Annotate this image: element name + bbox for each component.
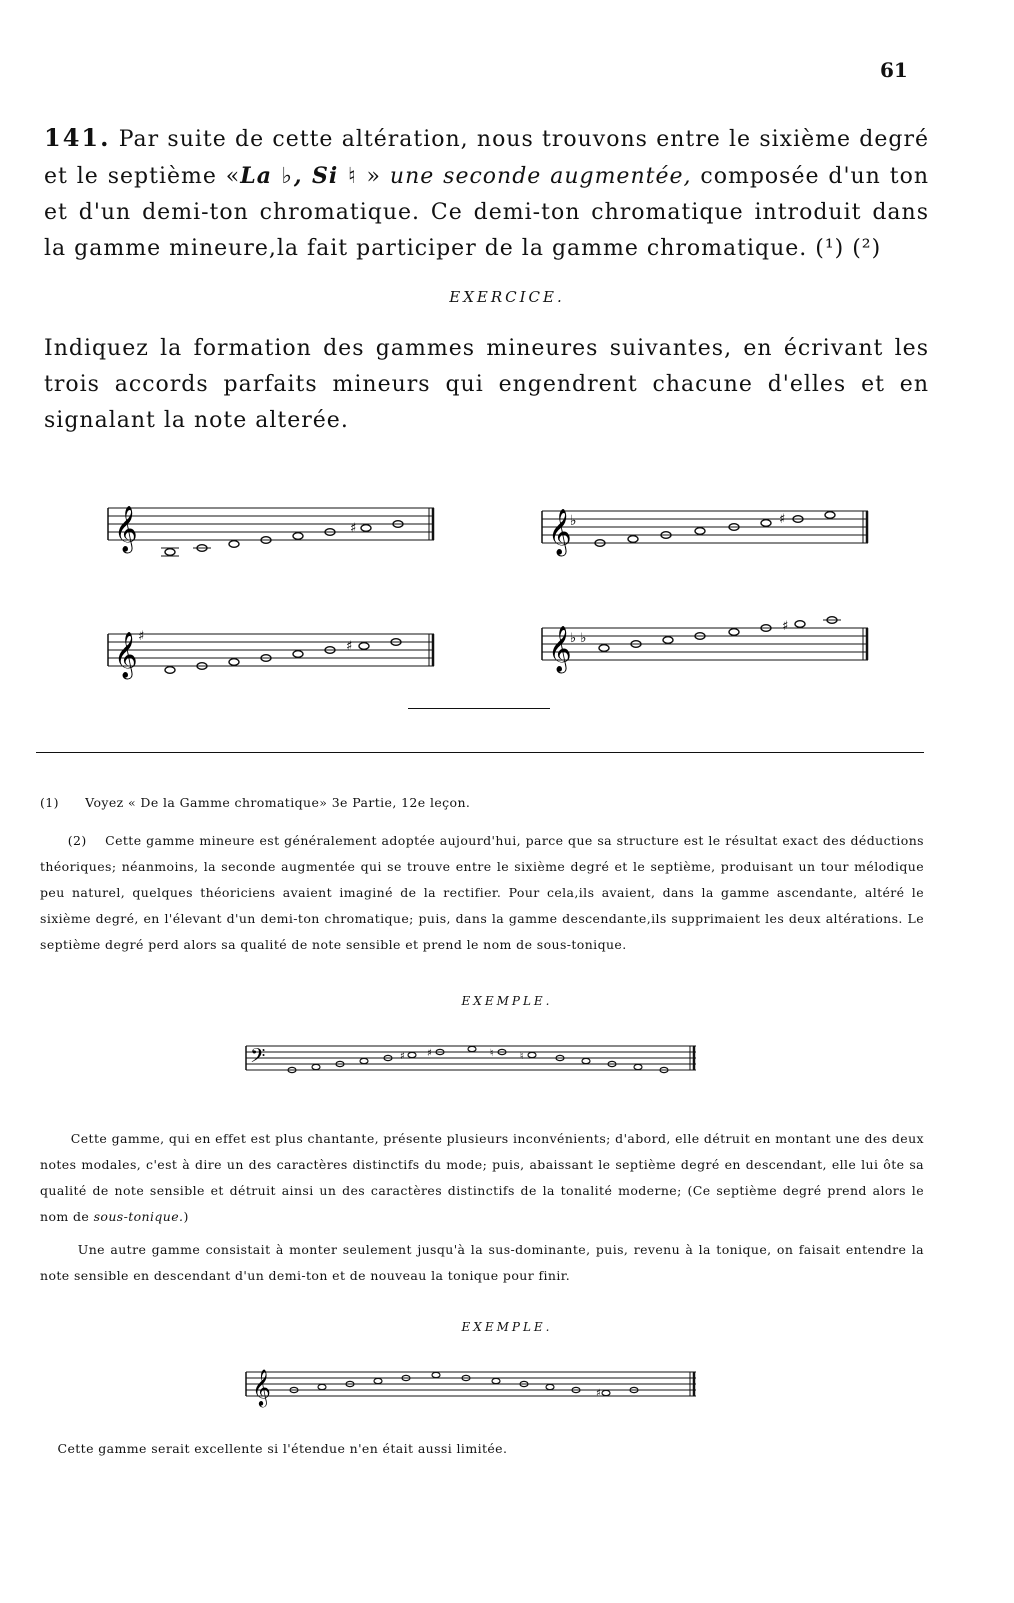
footnote-2-marker: (2): [67, 833, 87, 848]
exemple-1-heading: EXEMPLE.: [461, 994, 553, 1008]
treble-clef-icon: 𝄞: [252, 1368, 271, 1406]
la-si-notes: La ♭, Si ♮: [240, 163, 358, 189]
exercise-text: Indiquez la formation des gammes mineures suivantes, en écrivant les trois accords parfaits mineurs qui engendrent chacune d'elles et en signalant la note alterée.: [44, 336, 929, 433]
bass-clef-icon: 𝄢: [250, 1044, 266, 1072]
paragraph-last: [40, 1436, 924, 1462]
flat-icon: ♭: [570, 513, 577, 529]
staff-example-bass: [244, 1040, 704, 1080]
exercise-heading: EXERCICE.: [449, 288, 565, 306]
sharp-icon: ♯: [779, 512, 786, 527]
exemple-2-heading: EXEMPLE.: [461, 1320, 553, 1334]
paragraph-autre-gamme: [40, 1237, 924, 1289]
sharp-icon: ♯: [782, 619, 789, 634]
sharp-icon: ♯: [596, 1388, 601, 1399]
footnote-divider: [36, 752, 924, 753]
footnote-2: [40, 828, 924, 958]
key-flats-icon: ♭ ♭: [570, 631, 587, 646]
key-sharp-icon: ♯: [138, 629, 145, 644]
footnote-1-text: Voyez « De la Gamme chromatique» 3e Partie, 12e leçon.: [85, 795, 471, 810]
paragraph-cette-gamme: [40, 1126, 924, 1230]
staff-g-minor: [538, 620, 878, 680]
close-paren: ): [183, 1209, 189, 1224]
paragraph-text-1: Par suite de cette altération, nous trouvons entre le sixième degré et le septième «: [44, 127, 929, 189]
footnote-1-marker: (1): [40, 795, 59, 810]
natural-icon: ♮: [490, 1048, 494, 1059]
cette-gamme-text: Cette gamme, qui en effet est plus chantante, présente plusieurs inconvénients; d'abord, elle détruit en montant une des deux notes modales, c'est à dire un des caractères distinctifs du mode; puis, abaissant le septième degré en descendant, elle lui ôte sa qualité de note sensible et détruit ainsi un des caractères distinctifs de la tonalité moderne; (Ce septième degré prend alors le nom de: [40, 1131, 924, 1224]
footnote-1: [40, 790, 924, 816]
natural-icon: ♮: [520, 1051, 524, 1062]
paragraph-text-3: composée d'un ton et d'un demi-ton chromatique. Ce demi-ton chromatique introduit dans la gamme mineure,la fait participer de la gamme chromatique. (¹) (²): [44, 164, 930, 261]
autre-gamme-text: Une autre gamme consistait à monter seulement jusqu'à la sus-dominante, puis, revenu à la tonique, on faisait entendre la note sensible en descendant d'un demi-ton et de nouveau la tonique pour finir.: [40, 1242, 924, 1283]
staff-d-minor: [538, 503, 878, 563]
paragraph-141: [44, 120, 929, 267]
treble-clef-icon: 𝄞: [548, 509, 572, 555]
staff-e-minor: [104, 626, 444, 686]
short-divider: [408, 708, 550, 709]
treble-clef-icon: 𝄞: [548, 626, 572, 672]
paragraph-text-2: »: [366, 164, 381, 189]
sharp-icon: ♯: [427, 1048, 432, 1059]
sharp-icon: ♯: [400, 1051, 405, 1062]
staff-example-treble: [244, 1366, 704, 1406]
paragraph-number: 141.: [44, 123, 111, 152]
last-text: Cette gamme serait excellente si l'étendue n'en était aussi limitée.: [57, 1441, 508, 1456]
staff-a-minor: [104, 500, 444, 572]
sous-tonique-term: sous-tonique.: [93, 1209, 184, 1224]
sharp-icon: ♯: [350, 521, 357, 536]
sharp-icon: ♯: [346, 639, 353, 654]
page-number: 61: [880, 58, 908, 82]
treble-clef-icon: 𝄞: [114, 632, 138, 678]
treble-clef-icon: 𝄞: [114, 506, 138, 552]
augmented-second: une seconde augmentée,: [389, 164, 692, 189]
footnote-2-text: Cette gamme mineure est généralement adoptée aujourd'hui, parce que sa structure est le résultat exact des déductions théoriques; néanmoins, la seconde augmentée qui se trouve entre le sixième degré et le septième, produisant un tour mélodique peu naturel, quelques théoriciens avaient imaginé de la rectifier. Pour cela,ils avaient, dans la gamme ascendante, altéré le sixième degré, en l'élevant d'un demi-ton chromatique; puis, dans la gamme descendante,ils supprimaient les deux altérations. Le septième degré perd alors sa qualité de note sensible et prend le nom de sous-tonique.: [40, 833, 924, 952]
